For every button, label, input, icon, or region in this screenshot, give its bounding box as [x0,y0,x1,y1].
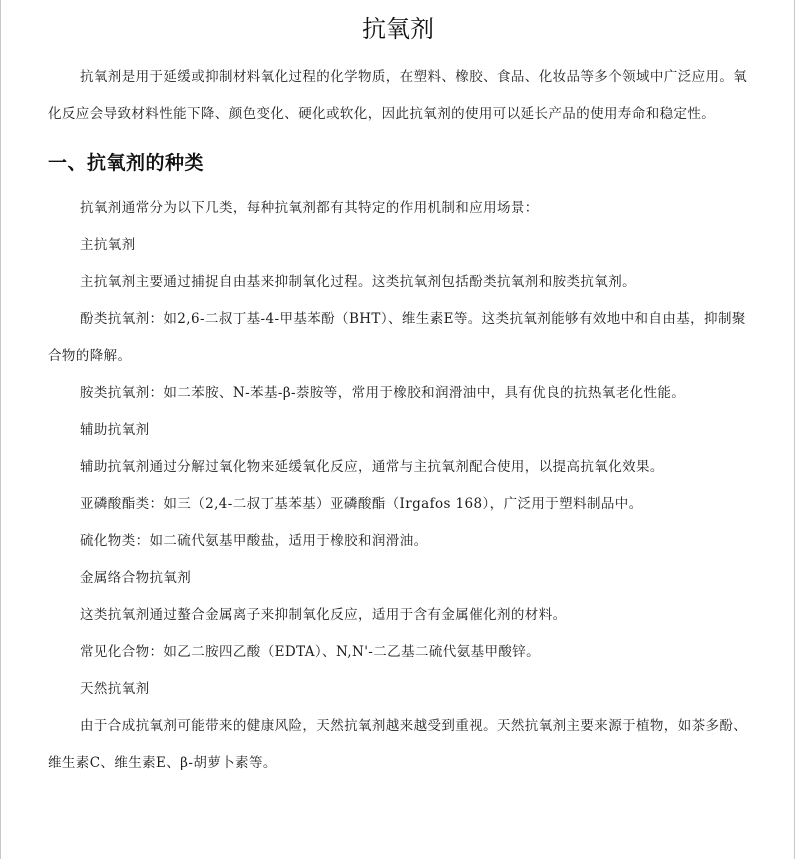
secondary-antioxidants-paragraph: 辅助抗氧剂通过分解过氧化物来延缓氧化反应，通常与主抗氧剂配合使用，以提高抗氧化效果。 [80,459,664,475]
sulfide-paragraph: 硫化物类：如二硫代氨基甲酸盐，适用于橡胶和润滑油。 [80,533,428,549]
common-compounds-paragraph: 常见化合物：如乙二胺四乙酸（EDTA）、N,N'-二乙基二硫代氨基甲酸锌。 [80,644,541,660]
subheading-secondary-antioxidants: 辅助抗氧剂 [80,422,150,438]
phenolic-antioxidants-paragraph: 酚类抗氧剂：如2,6-二叔丁基-4-甲基苯酚（BHT）、维生素E等。这类抗氧剂能够有效地中和自由基，抑制聚合物的降解。 [48,311,746,364]
natural-antioxidants-paragraph: 由于合成抗氧剂可能带来的健康风险，天然抗氧剂越来越受到重视。天然抗氧剂主要来源于植物，如茶多酚、维生素C、维生素E、β-胡萝卜素等。 [48,718,748,771]
document-body [48,0,748,782]
metal-complex-paragraph: 这类抗氧剂通过螯合金属离子来抑制氧化反应，适用于含有金属催化剂的材料。 [80,607,567,623]
document-title: 抗氧剂 [362,15,434,43]
section-heading: 一、抗氧剂的种类 [48,152,205,174]
page-left-edge [0,0,1,859]
primary-antioxidants-paragraph: 主抗氧剂主要通过捕捉自由基来抑制氧化过程。这类抗氧剂包括酚类抗氧剂和胺类抗氧剂。 [80,274,636,290]
amine-antioxidants-paragraph: 胺类抗氧剂：如二苯胺、N-苯基-β-萘胺等，常用于橡胶和润滑油中，具有优良的抗热氧老化性能。 [80,385,686,401]
intro-paragraph: 抗氧剂是用于延缓或抑制材料氧化过程的化学物质，在塑料、橡胶、食品、化妆品等多个领域中广泛应用。氧化反应会导致材料性能下降、颜色变化、硬化或软化，因此抗氧剂的使用可以延长产品的使用寿命和稳定性。 [48,69,748,122]
subheading-primary-antioxidants: 主抗氧剂 [80,237,136,253]
subheading-metal-complex-antioxidants: 金属络合物抗氧剂 [80,570,192,586]
phosphite-paragraph: 亚磷酸酯类：如三（2,4-二叔丁基苯基）亚磷酸酯（Irgafos 168），广泛用于塑料制品中。 [80,496,643,512]
section-intro-paragraph: 抗氧剂通常分为以下几类，每种抗氧剂都有其特定的作用机制和应用场景： [80,200,539,216]
subheading-natural-antioxidants: 天然抗氧剂 [80,681,150,697]
